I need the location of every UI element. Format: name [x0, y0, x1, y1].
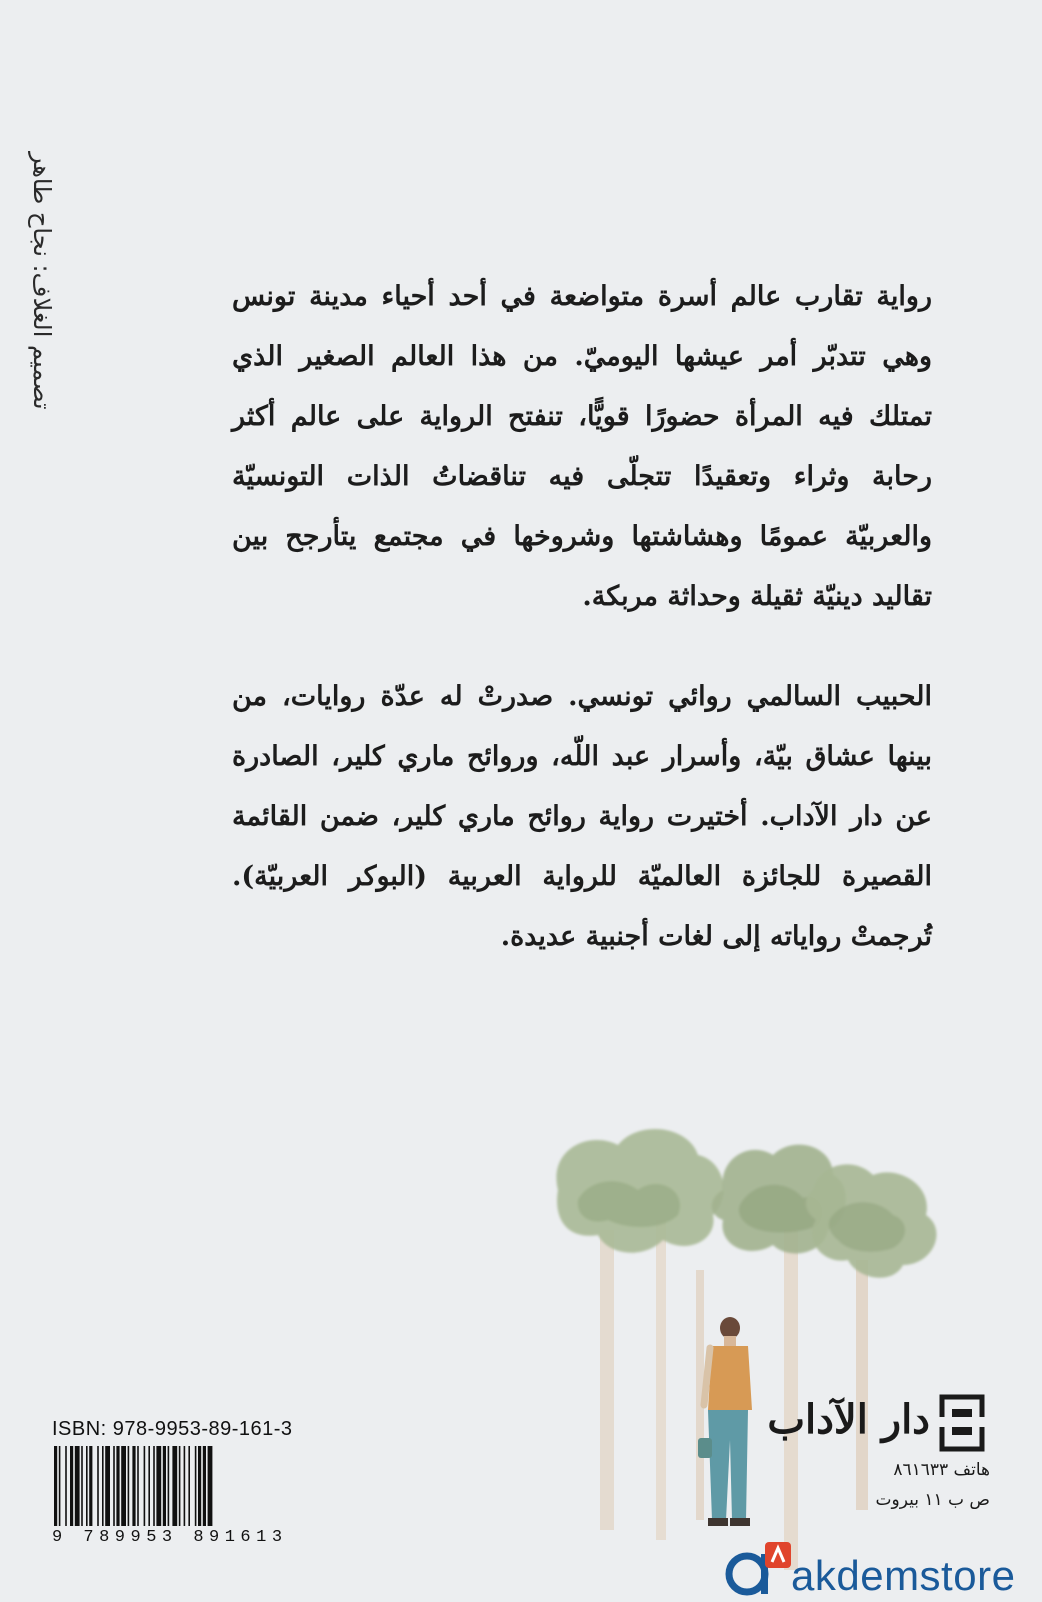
barcode-bar [203, 1446, 206, 1526]
isbn-label: ISBN: 978-9953-89-161-3 [52, 1418, 293, 1440]
barcode-bar [105, 1446, 110, 1526]
akdemstore-watermark [725, 1540, 1035, 1600]
watermark-logo-icon [729, 1542, 791, 1594]
barcode-bar [168, 1446, 170, 1526]
barcode [52, 1446, 337, 1526]
watermark-text: akdemstore [791, 1552, 1016, 1599]
cover-design-credit: تصميم الغلاف: نجاح طاهر [28, 152, 56, 410]
blurb-paragraph-author-bio: الحبيب السالمي روائي تونسي. صدرتْ له عدّة روايات، من بينها عشاق بيّة، وأسرار عبد اللّه، وروائح ماري كلير، الصادرة عن دار الآداب. أختيرت رواية روائح ماري كلير، ضمن القائمة القصيرة للجائزة العالميّة للرواية العربية (البوكر العربيّة). تُرجمتْ رواياته إلى لغات أجنبية عديدة. [232, 681, 932, 952]
trees-illustration [548, 1120, 958, 1580]
barcode-bar [59, 1446, 61, 1526]
barcode-bar [137, 1446, 139, 1526]
barcode-bar [188, 1446, 190, 1526]
barcode-bar [86, 1446, 88, 1526]
barcode-bar [163, 1446, 166, 1526]
barcode-bar [132, 1446, 135, 1526]
barcode-bar [70, 1446, 73, 1526]
publisher-address: ص ب ١١ بيروت [875, 1490, 990, 1510]
barcode-bar [198, 1446, 201, 1526]
barcode-bar [195, 1446, 197, 1526]
barcode-bar [153, 1446, 155, 1526]
barcode-digits: 9 789953 891613 [52, 1528, 288, 1547]
barcode-bar [116, 1446, 119, 1526]
barcode-bar [144, 1446, 146, 1526]
barcode-bar [156, 1446, 161, 1526]
barcode-bar [184, 1446, 186, 1526]
barcode-bar [102, 1446, 104, 1526]
publisher-logo-icon [938, 1393, 986, 1453]
barcode-bar [54, 1446, 57, 1526]
barcode-bar [121, 1446, 126, 1526]
barcode-bar [208, 1446, 213, 1526]
barcode-bar [75, 1446, 80, 1526]
barcode-bar [128, 1446, 130, 1526]
publisher-name: دار الآداب [767, 1396, 930, 1443]
barcode-bar [65, 1446, 67, 1526]
barcode-bar [89, 1446, 92, 1526]
publisher-phone: هاتف ٨٦١٦٣٣ [893, 1460, 990, 1480]
barcode-bar [81, 1446, 83, 1526]
standing-figure [698, 1317, 752, 1526]
barcode-bar [113, 1446, 115, 1526]
blurb-paragraph-synopsis: رواية تقارب عالم أسرة متواضعة في أحد أحياء مدينة تونس وهي تتدبّر أمر عيشها اليوميّ. من هذا العالم الصغير الذي تمتلك فيه المرأة حضورًا قويًّا، تنفتح الرواية على عالم أكثر رحابة وثراء وتعقيدًا تتجلّى فيه تناقضاتُ الذات التونسيّة والعربيّة عمومًا وهشاشتها وشروخها في مجتمع يتأرجح بين تقاليد دينيّة ثقيلة وحداثة مربكة. [232, 281, 932, 612]
barcode-bar [97, 1446, 99, 1526]
barcode-bar [179, 1446, 181, 1526]
barcode-bar [172, 1446, 177, 1526]
barcode-bar [148, 1446, 150, 1526]
